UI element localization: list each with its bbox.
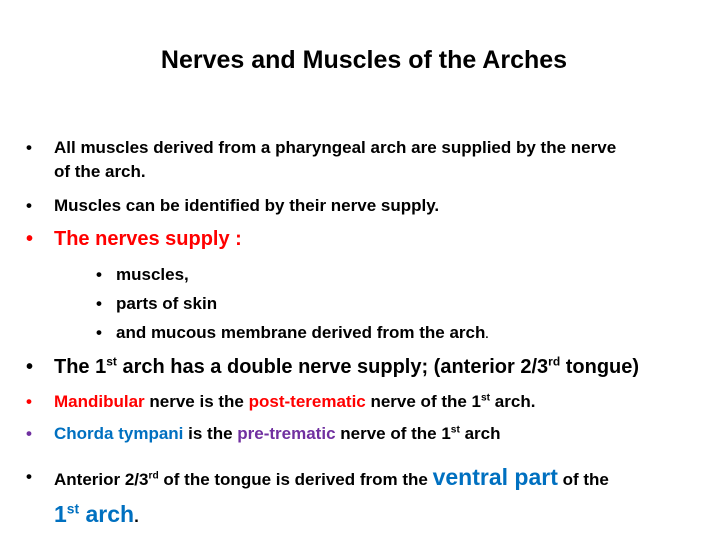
bullet-1-text: All muscles derived from a pharyngeal arch are supplied by the nerve of the arch.	[54, 138, 617, 181]
slide-title: Nerves and Muscles of the Arches	[160, 46, 568, 74]
bullet-marker: •	[26, 228, 34, 250]
bullet-marker: •	[26, 392, 32, 411]
bullet-7-text: Anterior 2/3rd of the tongue is derived from the ventral part of the 1st arch.	[54, 464, 609, 527]
sub-bullet-1-text: muscles,	[116, 265, 189, 284]
bullet-marker: •	[26, 467, 32, 486]
bullet-marker: •	[26, 138, 32, 157]
bullet-2-text: Muscles can be identified by their nerve supply.	[54, 196, 440, 215]
bullet-marker: •	[26, 196, 32, 215]
bullet-marker: •	[96, 294, 102, 313]
bullet-marker: •	[26, 424, 32, 443]
sub-bullet-2-text: parts of skin	[116, 294, 218, 313]
bullet-5-text: Mandibular nerve is the post-terematic nerve of the 1st arch.	[54, 392, 536, 411]
bullet-marker: •	[96, 323, 102, 342]
bullet-6-text: Chorda tympani is the pre-trematic nerve of the 1st arch	[54, 424, 501, 443]
bullet-marker: •	[96, 265, 102, 284]
bullet-3-text: The nerves supply :	[54, 228, 242, 250]
bullet-4-text: The 1st arch has a double nerve supply; (anterior 2/3rd tongue)	[54, 354, 640, 378]
sub-bullet-3-text: and mucous membrane derived from the arch.	[116, 323, 489, 342]
bullet-marker: •	[26, 356, 34, 378]
